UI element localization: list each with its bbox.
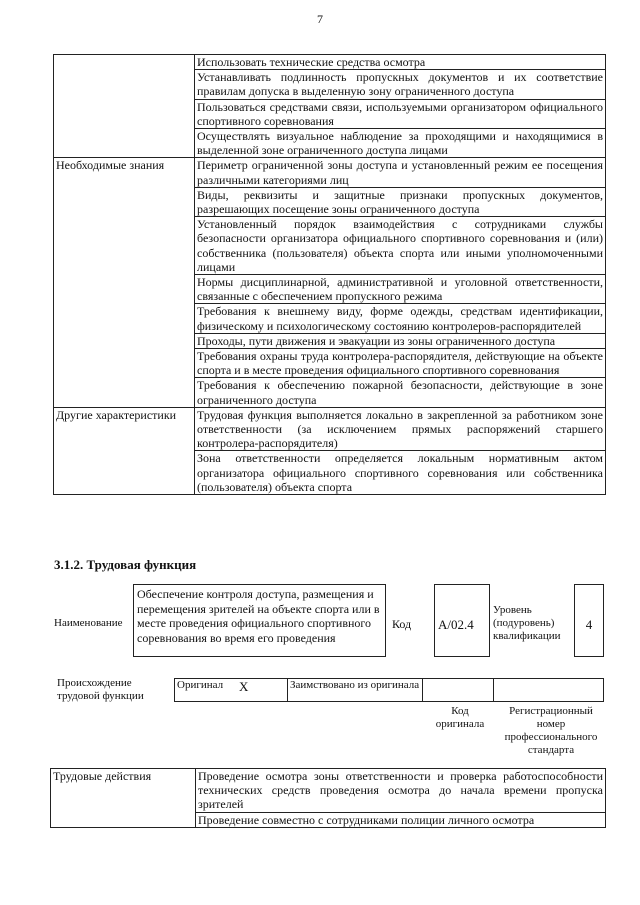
table-cell: Трудовая функция выполняется локально в закрепленной за работником зоне ответственности (за исключением прямых распоряжений старшего контролера-распорядителя): [195, 407, 606, 451]
registration-number-cell: [494, 679, 604, 702]
table-cell: Устанавливать подлинность пропускных документов и их соответствие правилам допуска в выделенную зону ограниченного доступа: [195, 70, 606, 99]
labor-actions-table: [50, 768, 606, 828]
page-number: 7: [317, 12, 323, 26]
row-label: [54, 55, 195, 158]
function-name-box: Обеспечение контроля доступа, размещения и перемещения зрителей на объекте спорта или в месте проведения официального спортивного соревнования во время его проведения: [133, 584, 386, 657]
row-label-other: Другие характеристики: [54, 407, 195, 494]
original-mark: X: [237, 679, 288, 702]
code-caption: Код оригинала: [435, 705, 485, 730]
skills-knowledge-table: [53, 54, 606, 495]
name-label: Наименование: [54, 617, 123, 629]
table-cell: Требования охраны труда контролера-распорядителя, действующие на объекте спорта и в месте проведения официального спортивного соревнования: [195, 349, 606, 378]
row-label-actions: Трудовые действия: [51, 769, 196, 828]
origin-label: Происхождение трудовой функции: [57, 677, 144, 702]
table-cell: Требования к обеспечению пожарной безопасности, действующие в зоне ограниченного доступа: [195, 378, 606, 407]
table-cell: Периметр ограниченной зоны доступа и установленный режим ее посещения различными категориями лиц: [195, 158, 606, 187]
row-label-knowledge: Необходимые знания: [54, 158, 195, 407]
table-row: [54, 158, 606, 187]
original-label: Оригинал: [175, 679, 238, 702]
table-row: [175, 679, 604, 702]
level-label: Уровень (подуровень) квалификации: [493, 604, 561, 642]
table-cell: Зона ответственности определяется локальным нормативным актом организатора официального спортивного соревнования или собственника (пользователя) объекта спорта: [195, 451, 606, 495]
original-code-cell: [423, 679, 494, 702]
origin-table: [174, 678, 604, 702]
table-row: [54, 55, 606, 70]
code-value-box: A/02.4: [434, 584, 490, 657]
table-cell: Проведение совместно с сотрудниками полиции личного осмотра: [196, 812, 606, 827]
table-cell: Проходы, пути движения и эвакуации из зоны ограниченного доступа: [195, 333, 606, 348]
section-heading: 3.1.2. Трудовая функция: [54, 557, 197, 572]
table-cell: Проведение осмотра зоны ответственности и проверка работоспособности технических средств проведения осмотра до начала времени пропуска зрителей: [196, 769, 606, 813]
table-cell: Пользоваться средствами связи, используемыми организатором официального спортивного соревнования: [195, 99, 606, 128]
registration-caption: Регистрационный номер профессионального стандарта: [504, 705, 598, 756]
table-cell: Нормы дисциплинарной, административной и уголовной ответственности, связанные с обеспечением пропускного режима: [195, 275, 606, 304]
table-row: [51, 769, 606, 813]
table-cell: Осуществлять визуальное наблюдение за проходящими и находящимися в выделенной зоне ограниченного доступа лицами: [195, 129, 606, 158]
borrowed-label: Заимствовано из оригинала: [288, 679, 423, 702]
table-cell: Требования к внешнему виду, форме одежды, средствам идентификации, физическому и психологическому состоянию контролеров-распорядителей: [195, 304, 606, 333]
level-value-box: 4: [574, 584, 604, 657]
table-cell: Использовать технические средства осмотра: [195, 55, 606, 70]
table-cell: Виды, реквизиты и защитные признаки пропускных документов, разрешающих посещение зоны ограниченного доступа: [195, 187, 606, 216]
table-cell: Установленный порядок взаимодействия с сотрудниками службы безопасности организатора официального спортивного соревнования и (или) собственника (пользователя) объекта спорта или иными уполномоченными лицами: [195, 217, 606, 275]
code-label: Код: [392, 617, 412, 631]
table-row: [54, 407, 606, 451]
